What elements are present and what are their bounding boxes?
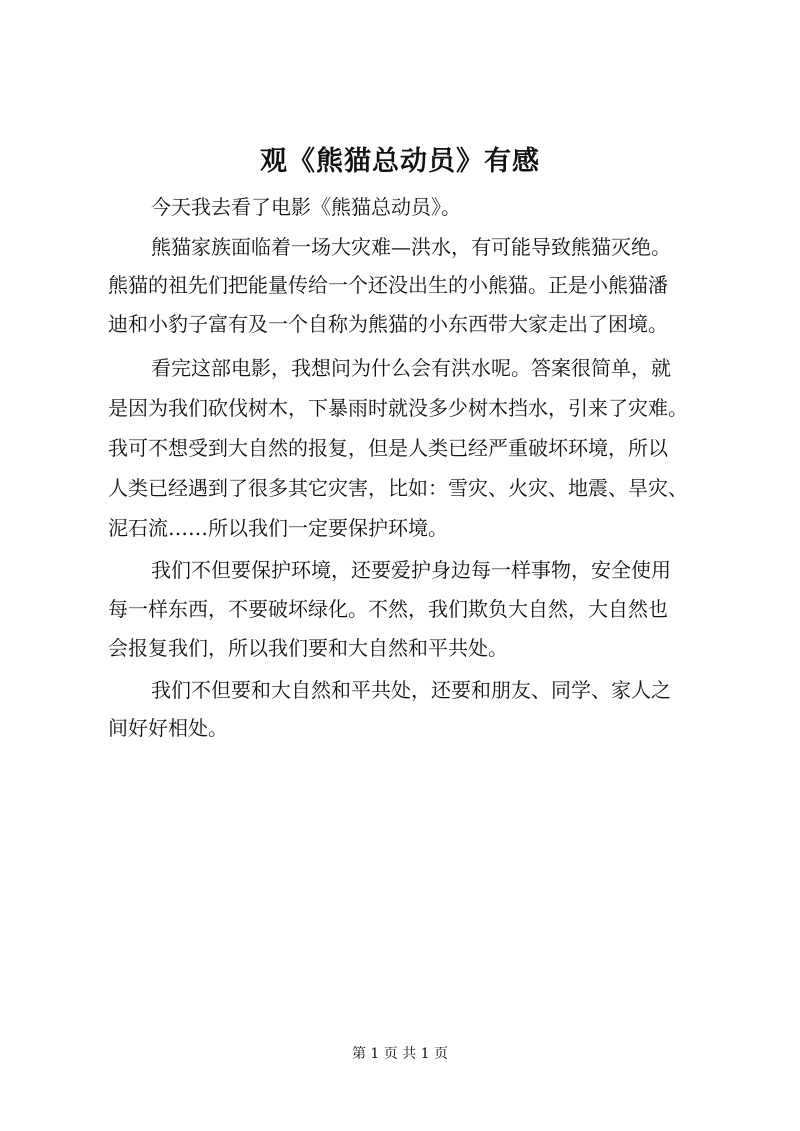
document-title: 观《熊猫总动员》有感 [260,146,540,177]
paragraph-3-line-5: 泥石流……所以我们一定要保护环境。 [108,516,448,540]
paragraph-4-line-3: 会报复我们，所以我们要和大自然和平共处。 [108,636,508,660]
paragraph-5-line-2: 间好好相处。 [108,716,228,740]
page-footer: 第 1 页 共 1 页 [351,1046,449,1062]
paragraph-4-line-2: 每一样东西，不要破坏绿化。不然，我们欺负大自然，大自然也 [108,597,668,621]
paragraph-2-line-1: 熊猫家族面临着一场大灾难—洪水，有可能导致熊猫灭绝。 [151,235,671,259]
paragraph-3-line-4: 人类已经遇到了很多其它灾害，比如：雪灾、火灾、地震、旱灾、 [108,476,688,500]
paragraph-3-line-1: 看完这部电影，我想问为什么会有洪水呢。答案很简单，就 [151,356,671,380]
paragraph-3-line-3: 我可不想受到大自然的报复，但是人类已经严重破坏环境，所以 [108,436,668,460]
paragraph-3-line-2: 是因为我们砍伐树木，下暴雨时就没多少树木挡水，引来了灾难。 [108,396,688,420]
paragraph-4-line-1: 我们不但要保护环境，还要爱护身边每一样事物，安全使用 [151,558,671,582]
paragraph-2-line-2: 熊猫的祖先们把能量传给一个还没出生的小熊猫。正是小熊猫潘 [108,273,668,297]
paragraph-5-line-1: 我们不但要和大自然和平共处，还要和朋友、同学、家人之 [151,678,671,702]
paragraph-2-line-3: 迪和小豹子富有及一个自称为熊猫的小东西带大家走出了困境。 [108,312,668,336]
paragraph-1-line-1: 今天我去看了电影《熊猫总动员》。 [151,195,461,219]
